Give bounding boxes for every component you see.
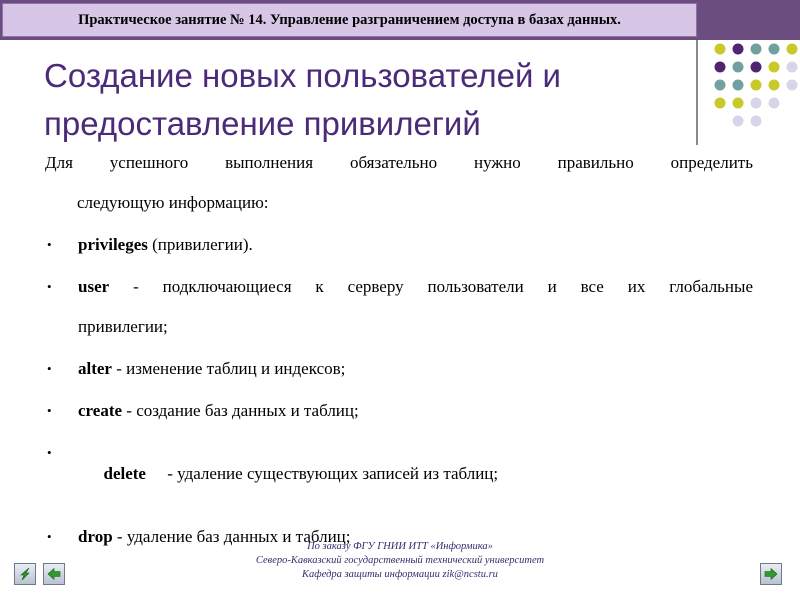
bullet-icon: • [47, 237, 52, 252]
forward-button[interactable] [760, 563, 782, 585]
home-button[interactable] [14, 563, 36, 585]
list-item-description: - подключающиеся к серверу пользователи и все их глобальные [109, 277, 753, 296]
header-bar [0, 0, 800, 40]
intro-text: Для успешного выполнения обязательно нужно правильно определить [45, 153, 753, 172]
slide-title [44, 52, 684, 148]
footer-line-2: Северо-Кавказский государственный технический университет [255, 555, 545, 566]
footer-line-3: Кафедра защиты информации zik@ncstu.ru [302, 569, 498, 580]
slide-title-line-2: предоставление привилегий [44, 105, 481, 142]
bullet-icon: • [47, 445, 52, 460]
arrow-right-icon [763, 566, 779, 582]
list-item-term: user [78, 277, 110, 296]
footer-line-1: По заказу ФГУ ГНИИ ИТТ «Информика» [307, 541, 493, 552]
slide-content [45, 152, 753, 547]
list-item-description: - удаление баз данных и таблиц; [112, 527, 351, 546]
privilege-list [45, 234, 753, 547]
footer [0, 540, 800, 582]
bullet-icon: • [47, 403, 52, 418]
bullet-icon: • [47, 361, 52, 376]
list-item-description: (привилегии). [147, 235, 253, 254]
intro-text-continued: следующую информацию: [77, 193, 269, 212]
vertical-divider [696, 40, 698, 145]
header-title: Практическое занятие № 14. Управление разграничением доступа в базах данных. [2, 3, 697, 37]
list-item-description: - удаление существующих записей из таблиц; [145, 464, 499, 483]
list-item-description-continued: привилегии; [78, 317, 168, 336]
list-item-term: delete [103, 464, 146, 483]
list-item-user [45, 276, 753, 337]
list-item-description: - изменение таблиц и индексов; [111, 359, 346, 378]
list-item-description: - создание баз данных и таблиц; [122, 401, 359, 420]
back-button[interactable] [43, 563, 65, 585]
list-item-delete [45, 442, 753, 505]
list-item-privileges [45, 234, 753, 255]
list-item-term: privileges [78, 235, 148, 254]
slide-title-line-1: Создание новых пользователей и [44, 57, 561, 94]
bullet-icon: • [47, 279, 52, 294]
home-icon [17, 566, 33, 582]
list-item-term: drop [78, 527, 113, 546]
list-item-term: create [78, 401, 123, 420]
bullet-icon: • [47, 529, 52, 544]
arrow-left-icon [46, 566, 62, 582]
list-item-create [45, 400, 753, 421]
dot-grid-icon [712, 41, 800, 131]
list-item-alter [45, 358, 753, 379]
list-item-term: alter [78, 359, 112, 378]
